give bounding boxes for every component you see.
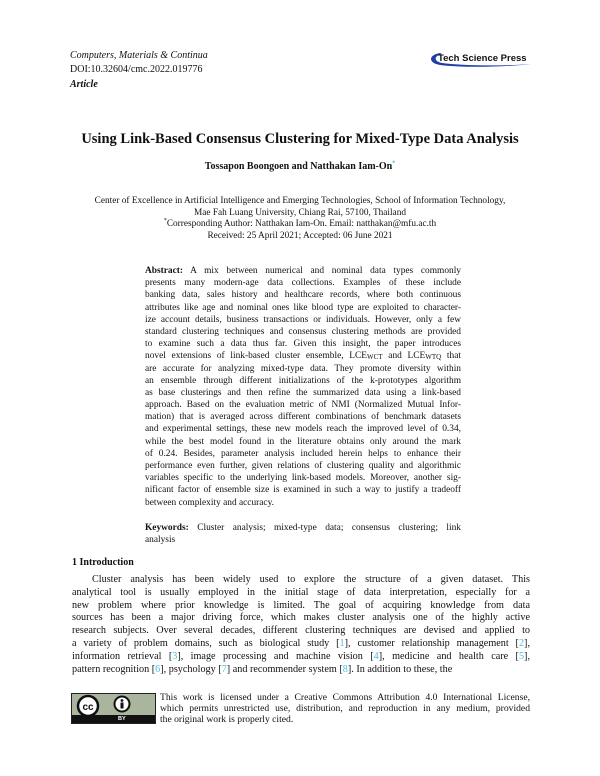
text-segment: analytical tool is usually employed in the initial stage of data interpretation, especially for a [72, 586, 530, 598]
text-segment: ], image processing and machine vision [ [177, 650, 374, 662]
text-line [145, 534, 461, 546]
corresponding-text: Corresponding Author: Natthakan Iam-On. Email: natthakan@mfu.ac.th [166, 219, 437, 230]
text-line [145, 522, 461, 534]
authors [0, 161, 600, 173]
text-segment: approach. Based on the evaluation metric of NMI (Normalized Mutual Infor- [145, 400, 461, 411]
text-segment: new problem where prior knowledge is limited. The goal of acquiring knowledge from data [72, 599, 530, 611]
affiliation-line: Center of Excellence in Artificial Intelligence and Emerging Technologies, School of Information Technology, [94, 196, 506, 206]
text-line [145, 289, 461, 301]
corresponding-mark: * [163, 218, 167, 225]
cc-badge-bar [72, 715, 155, 723]
text-line [145, 387, 461, 399]
text-segment: ], [524, 637, 530, 649]
corresponding-author [0, 219, 600, 231]
author-names: Tossapon Boongoen and Natthakan Iam-On [204, 161, 393, 172]
abstract [145, 265, 461, 509]
paper-title: Using Link-Based Consensus Clustering for Mixed-Type Data Analysis [81, 131, 519, 147]
text-segment: and experimental settings, these new models reach the improved level of 0.34, [145, 424, 461, 435]
subscript: WTQ [425, 353, 442, 362]
text-line [145, 497, 461, 509]
license-text [160, 692, 530, 725]
text-line [145, 265, 461, 277]
publisher-logo [426, 51, 532, 69]
text-segment: Cluster analysis has been widely used to explore the structure of a given dataset. This [92, 574, 530, 585]
doi[interactable]: DOI:10.32604/cmc.2022.019776 [70, 64, 203, 75]
affiliation-line: Mae Fah Luang University, Chiang Rai, 57100, Thailand [194, 207, 406, 218]
introduction-paragraph [72, 574, 530, 676]
text-segment: an ensemble through different initializations of the k-prototypes algorithm [145, 375, 461, 386]
text-line [72, 600, 530, 613]
text-line [72, 625, 530, 638]
bold-label: Abstract: [145, 266, 184, 276]
affiliation-block [0, 196, 600, 242]
text-line [145, 484, 461, 496]
text-line [145, 411, 461, 423]
text-segment: that [441, 351, 461, 362]
text-line [145, 436, 461, 448]
text-segment: standard clustering techniques and consensus clustering methods are provided [145, 326, 461, 337]
text-segment: pattern recognition [ [72, 663, 156, 675]
text-segment: banking data, sales history and healthcare records, where both continuous [145, 290, 461, 301]
subscript: WCT [367, 353, 383, 362]
cc-by-badge[interactable] [71, 693, 156, 724]
text-line [145, 448, 461, 460]
citation-link[interactable]: 7 [221, 663, 227, 675]
text-segment: analysis [145, 535, 176, 546]
text-segment: ], psychology [ [160, 663, 222, 675]
text-segment: while the best model found in the literature obtains only around the mark [145, 436, 461, 447]
citation-link[interactable]: 8 [342, 663, 348, 675]
text-line [145, 399, 461, 411]
text-line [145, 423, 461, 435]
text-segment: presents many modern-age data collections. Examples of these include [145, 278, 461, 289]
text-segment: ize account details, business transactions or individuals. However, only a few [145, 314, 461, 325]
license-line: the original work is properly cited. [160, 714, 294, 725]
text-segment: novel extensions of link-based cluster ensemble, LCE [145, 351, 368, 362]
text-line [145, 472, 461, 484]
text-line [145, 363, 461, 375]
text-segment: Cluster analysis; mixed-type data; consensus clustering; link [188, 523, 461, 533]
text-line [145, 326, 461, 338]
text-segment: variables specific to the underlying link-based models. Moreover, another sig- [145, 473, 461, 484]
license-line: This work is licensed under a Creative Commons Attribution 4.0 International License, [160, 692, 530, 703]
text-segment: ] and recommender system [ [226, 663, 343, 675]
text-line [145, 277, 461, 289]
text-line [72, 651, 530, 664]
citation-link[interactable]: 6 [155, 663, 161, 675]
text-segment: and LCE [382, 351, 426, 362]
text-segment: sources has been a major driving force, which makes cluster analysis one of the highly active [72, 612, 530, 624]
section-heading: 1 Introduction [72, 557, 134, 568]
text-segment: ]. In addition to these, the [347, 663, 453, 675]
text-segment: are accurate for analyzing mixed-type data. They promote diversity within [145, 363, 461, 374]
text-segment: ], medicine and health care [ [378, 650, 519, 662]
text-segment: ], [524, 650, 530, 662]
text-segment: to examine such a data thus far. Given this insight, the paper introduces [145, 339, 461, 350]
text-line [72, 574, 530, 587]
text-segment: of 0.24. Besides, parameter analysis included herein helps to enhance their [145, 448, 461, 459]
text-line [145, 460, 461, 472]
text-line [145, 338, 461, 350]
text-line [72, 587, 530, 600]
text-segment: mation) that is averaged across different combinations of benchmark datasets [145, 412, 461, 423]
text-segment: ], customer relationship management [ [344, 637, 519, 649]
license-line: which permits unrestricted use, distribution, and reproduction in any medium, provided [160, 703, 530, 714]
citation-link[interactable]: 2 [518, 637, 525, 649]
text-line [72, 664, 530, 677]
text-segment: between complexity and accuracy. [145, 497, 275, 508]
text-segment: nificant factor of ensemble size is examined in such a way to justify a tradeoff [145, 485, 461, 496]
text-segment: a variety of problem domains, such as biological study [ [72, 637, 340, 649]
citation-link[interactable]: 5 [518, 650, 525, 662]
text-segment: A mix between numerical and nominal data types commonly [183, 266, 461, 276]
cc-by-label: BY [118, 716, 126, 722]
bold-label: Keywords: [145, 523, 189, 533]
text-line [145, 375, 461, 387]
journal-name: Computers, Materials & Continua [70, 50, 208, 61]
article-type: Article [70, 79, 98, 90]
text-segment: information retrieval [ [72, 650, 173, 662]
svg-text:cc: cc [82, 702, 94, 713]
text-line [145, 302, 461, 314]
citation-link[interactable]: 4 [373, 650, 379, 662]
text-segment: as base clusterings and then refine the summarized data using a link-based [145, 387, 461, 398]
text-segment: research subjects. Over several decades, different clustering techniques are devised and applied to [72, 625, 530, 637]
text-line [72, 612, 530, 625]
text-line [72, 638, 530, 651]
citation-link[interactable]: 3 [172, 650, 178, 662]
text-line [145, 350, 461, 362]
text-line [145, 314, 461, 326]
keywords [145, 522, 461, 547]
corresponding-mark: * [392, 160, 396, 167]
citation-link[interactable]: 1 [339, 637, 345, 649]
publisher-logo-text: Tech Science Press [438, 53, 527, 64]
text-segment: performance even further, given relations of clustering quality and algorithmic [145, 461, 461, 471]
dates: Received: 25 April 2021; Accepted: 06 June 2021 [207, 230, 393, 241]
text-segment: attributes like age and nominal ones like blood type are exploited to character- [145, 302, 461, 313]
